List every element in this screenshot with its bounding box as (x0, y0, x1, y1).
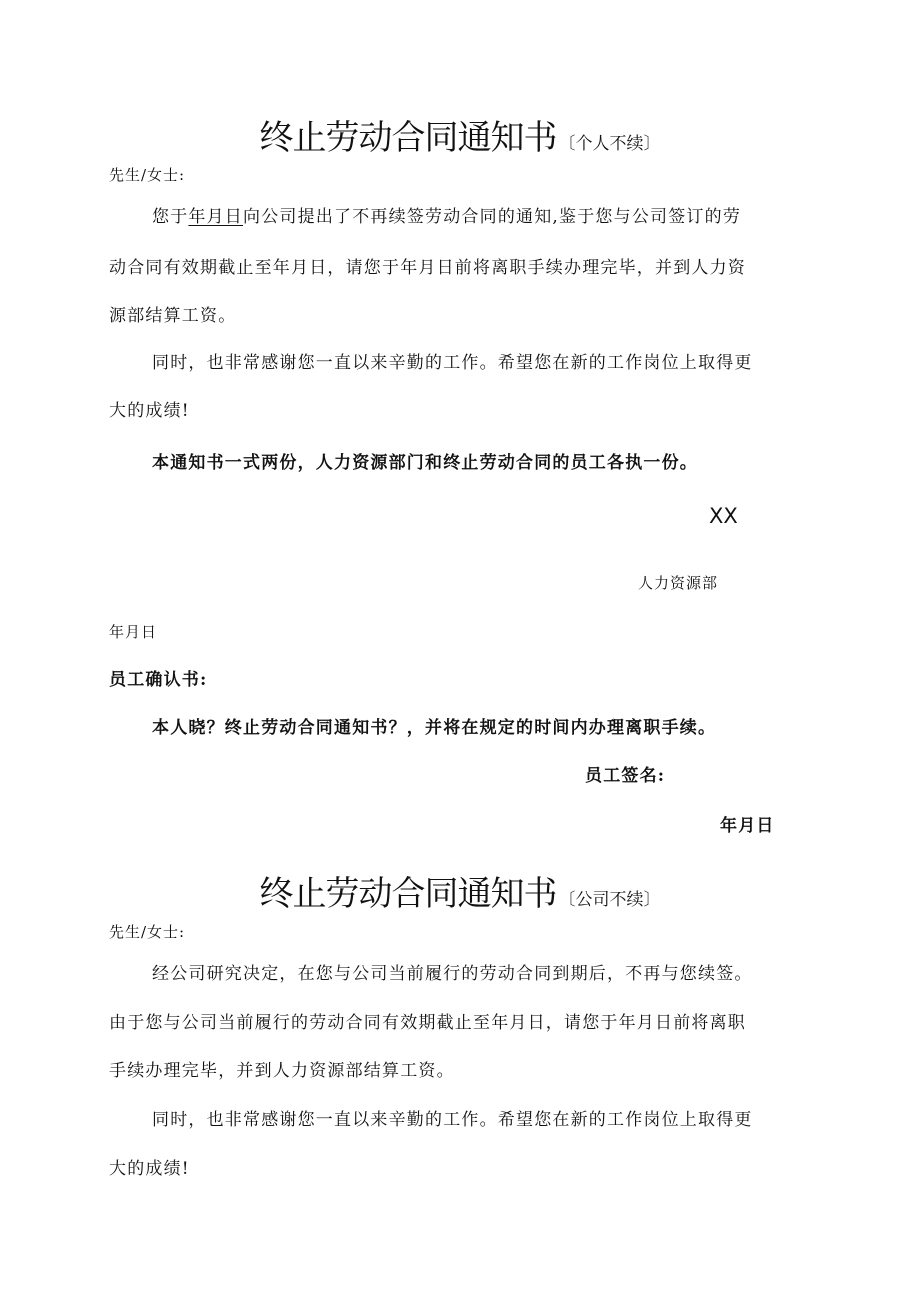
notice2-title-block (0, 866, 920, 915)
notice1-signature-department: 人力资源部 (638, 574, 719, 592)
notice1-paragraph1-line3: 源部结算工资。 (109, 306, 237, 326)
notice1-request-date: 年月日 (188, 207, 244, 227)
notice1-paragraph1-line2: 动合同有效期截止至年月日，请您于年月日前将离职手续办理完毕，并到人力资 (109, 258, 746, 278)
notice1-copies-statement: 本通知书一式两份，人力资源部门和终止劳动合同的员工各执一份。 (152, 453, 698, 473)
notice2-salutation: 先生/女士: (109, 923, 186, 941)
notice2-subtitle: 〔公司不续〕 (558, 890, 661, 910)
notice1-title: 终止劳动合同通知书 (259, 118, 557, 158)
notice1-date: 年月日 (109, 623, 158, 641)
notice2-paragraph1-line2: 由于您与公司当前履行的劳动合同有效期截止至年月日，请您于年月日前将离职 (109, 1013, 746, 1033)
notice1-paragraph1-line1: 您于年月日向公司提出了不再续签劳动合同的通知,鉴于您与公司签订的劳 (152, 207, 742, 227)
notice1-title-block (0, 110, 920, 159)
notice1-salutation: 先生/女士: (109, 166, 186, 184)
notice2-title: 终止劳动合同通知书 (259, 874, 557, 914)
notice1-paragraph2-line1: 同时，也非常感谢您一直以来辛勤的工作。希望您在新的工作岗位上取得更 (152, 353, 753, 373)
notice1-paragraph2-line2: 大的成绩! (109, 401, 190, 421)
confirmation-statement: 本人晓？终止劳动合同通知书？，并将在规定的时间内办理离职手续。 (152, 718, 717, 738)
notice2-paragraph1-line3: 手续办理完毕，并到人力资源部结算工资。 (109, 1061, 455, 1081)
employee-signature-label: 员工签名: (585, 766, 666, 786)
notice1-signature-company: XX (709, 504, 738, 528)
confirmation-heading: 员工确认书: (109, 670, 208, 690)
confirmation-date: 年月日 (720, 816, 775, 836)
notice2-paragraph1-line1: 经公司研究决定，在您与公司当前履行的劳动合同到期后，不再与您续签。 (152, 964, 753, 984)
notice2-paragraph2-line1: 同时，也非常感谢您一直以来辛勤的工作。希望您在新的工作岗位上取得更 (152, 1110, 753, 1130)
notice1-subtitle: 〔个人不续〕 (558, 134, 661, 154)
notice2-paragraph2-line2: 大的成绩! (109, 1159, 190, 1179)
